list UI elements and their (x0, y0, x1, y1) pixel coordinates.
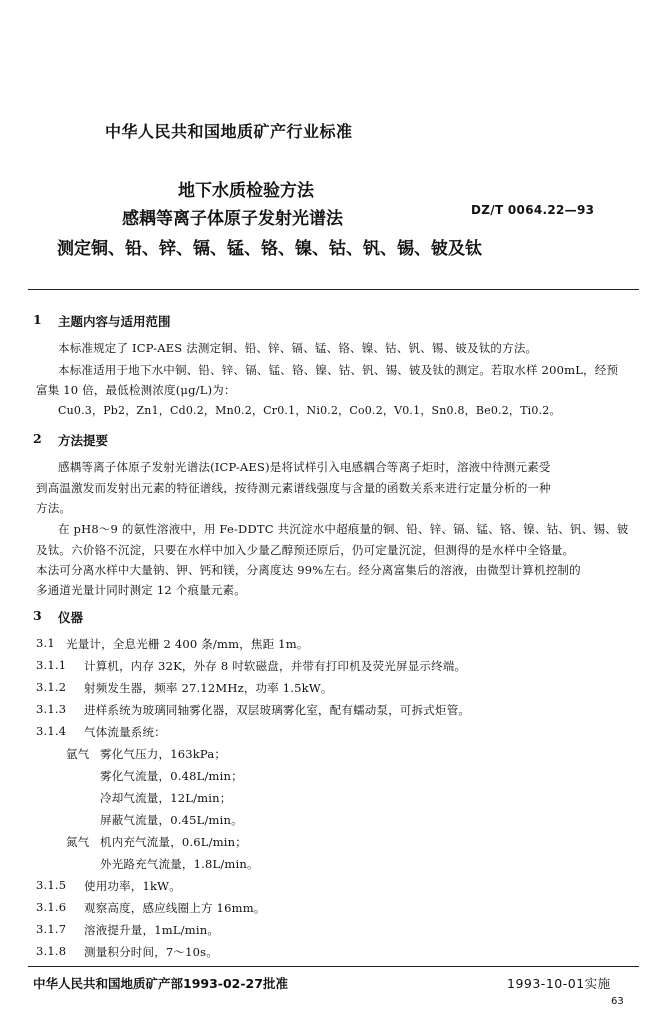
title-line-3: 测定铜、铅、锌、镉、锰、铬、镍、钴、钒、锡、铍及钛 (57, 239, 482, 259)
section-2-paragraph-2c: 本法可分离水样中大量钠、钾、钙和镁，分离度达 99%左右。经分离富集后的溶液，由微型计算机控制的 (36, 563, 581, 577)
argon-item: 雾化气流量，0.48L/min； (100, 769, 243, 783)
section-2-paragraph-1b: 到高温激发而发射出元素的特征谱线，按待测元素谱线强度与含量的函数关系来进行定量分析的一种 (36, 481, 551, 495)
section-1-number: 1 (33, 312, 42, 327)
section-1-heading: 主题内容与适用范围 (58, 314, 171, 329)
industry-standard-header: 中华人民共和国地质矿产行业标准 (105, 122, 353, 141)
title-line-2: 感耦等离子体原子发射光谱法 (122, 209, 343, 229)
clause-number: 3.1.6 (36, 900, 67, 914)
section-1-detection-limits: Cu0.3，Pb2，Zn1，Cd0.2，Mn0.2，Cr0.1，Ni0.2，Co0.2，V0.1，Sn0.8，Be0.2，Ti0.2。 (58, 404, 561, 417)
clause-number: 3.1.2 (36, 680, 67, 694)
argon-label: 氩气 (66, 747, 90, 761)
clause-text: 使用功率，1kW。 (84, 879, 181, 893)
clause-text: 观察高度，感应线圈上方 16mm。 (84, 901, 266, 915)
clause-number: 3.1.8 (36, 944, 67, 958)
argon-item: 冷却气流量，12L/min； (100, 791, 232, 805)
section-2-heading: 方法提要 (58, 433, 109, 448)
standard-code: DZ/T 0064.22—93 (471, 203, 595, 217)
clause-number: 3.1.7 (36, 922, 67, 936)
section-3-number: 3 (33, 608, 42, 623)
section-2-paragraph-1c: 方法。 (36, 501, 72, 515)
nitrogen-item: 机内充气流量，0.6L/min； (100, 835, 247, 849)
clause-text: 溶液提升量，1mL/min。 (84, 923, 220, 937)
clause-text: 光量计，全息光栅 2 400 条/mm，焦距 1m。 (66, 637, 309, 651)
section-2-paragraph-1a: 感耦等离子体原子发射光谱法(ICP-AES)是将试样引入电感耦合等离子炬时，溶液中待测元素受 (58, 460, 551, 474)
footer-rule (28, 966, 639, 967)
clause-text: 进样系统为玻璃同轴雾化器，双层玻璃雾化室，配有蠕动泵，可拆式炬管。 (84, 703, 471, 717)
section-2-paragraph-2a: 在 pH8～9 的氨性溶液中，用 Fe-DDTC 共沉淀水中超痕量的铜、铅、锌、镉、锰、铬、镍、钴、钒、锡、铍 (58, 522, 629, 536)
clause-number: 3.1.1 (36, 658, 67, 672)
clause-number: 3.1.4 (36, 724, 67, 738)
argon-item: 屏蔽气流量，0.45L/min。 (100, 813, 243, 827)
nitrogen-label: 氮气 (66, 835, 90, 849)
implementation-date: 1993-10-01实施 (507, 976, 611, 991)
clause-text: 射频发生器，频率 27.12MHz，功率 1.5kW。 (84, 681, 333, 695)
clause-text: 气体流量系统： (84, 725, 166, 739)
section-3-heading: 仪器 (58, 610, 84, 625)
clause-number: 3.1.5 (36, 878, 67, 892)
section-2-paragraph-2d: 多通道光量计同时测定 12 个痕量元素。 (36, 583, 246, 597)
clause-number: 3.1.3 (36, 702, 67, 716)
title-rule (28, 289, 639, 290)
clause-text: 计算机，内存 32K，外存 8 吋软磁盘，并带有打印机及荧光屏显示终端。 (84, 659, 467, 673)
clause-number: 3.1 (36, 636, 55, 650)
nitrogen-item: 外光路充气流量，1.8L/min。 (100, 857, 259, 871)
section-1-paragraph-2b: 富集 10 倍，最低检测浓度(μg/L)为： (36, 383, 236, 397)
approval-line: 中华人民共和国地质矿产部1993-02-27批准 (33, 976, 288, 991)
section-1-paragraph-2a: 本标准适用于地下水中铜、铅、锌、镉、锰、铬、镍、钴、钒、锡、铍及钛的测定。若取水样 200mL，经预 (58, 363, 619, 377)
section-1-paragraph-1: 本标准规定了 ICP-AES 法测定铜、铅、锌、镉、锰、铬、镍、钴、钒、锡、铍及钛的方法。 (58, 341, 538, 355)
page-number: 63 (611, 996, 624, 1007)
argon-item: 雾化气压力，163kPa； (100, 747, 227, 761)
section-2-number: 2 (33, 431, 42, 446)
section-2-paragraph-2b: 及钛。六价铬不沉淀，只要在水样中加入少量乙醇预还原后，仍可定量沉淀，但测得的是水样中全铬量。 (36, 543, 575, 557)
title-line-1: 地下水质检验方法 (178, 181, 314, 201)
clause-text: 测量积分时间，7～10s。 (84, 945, 218, 959)
